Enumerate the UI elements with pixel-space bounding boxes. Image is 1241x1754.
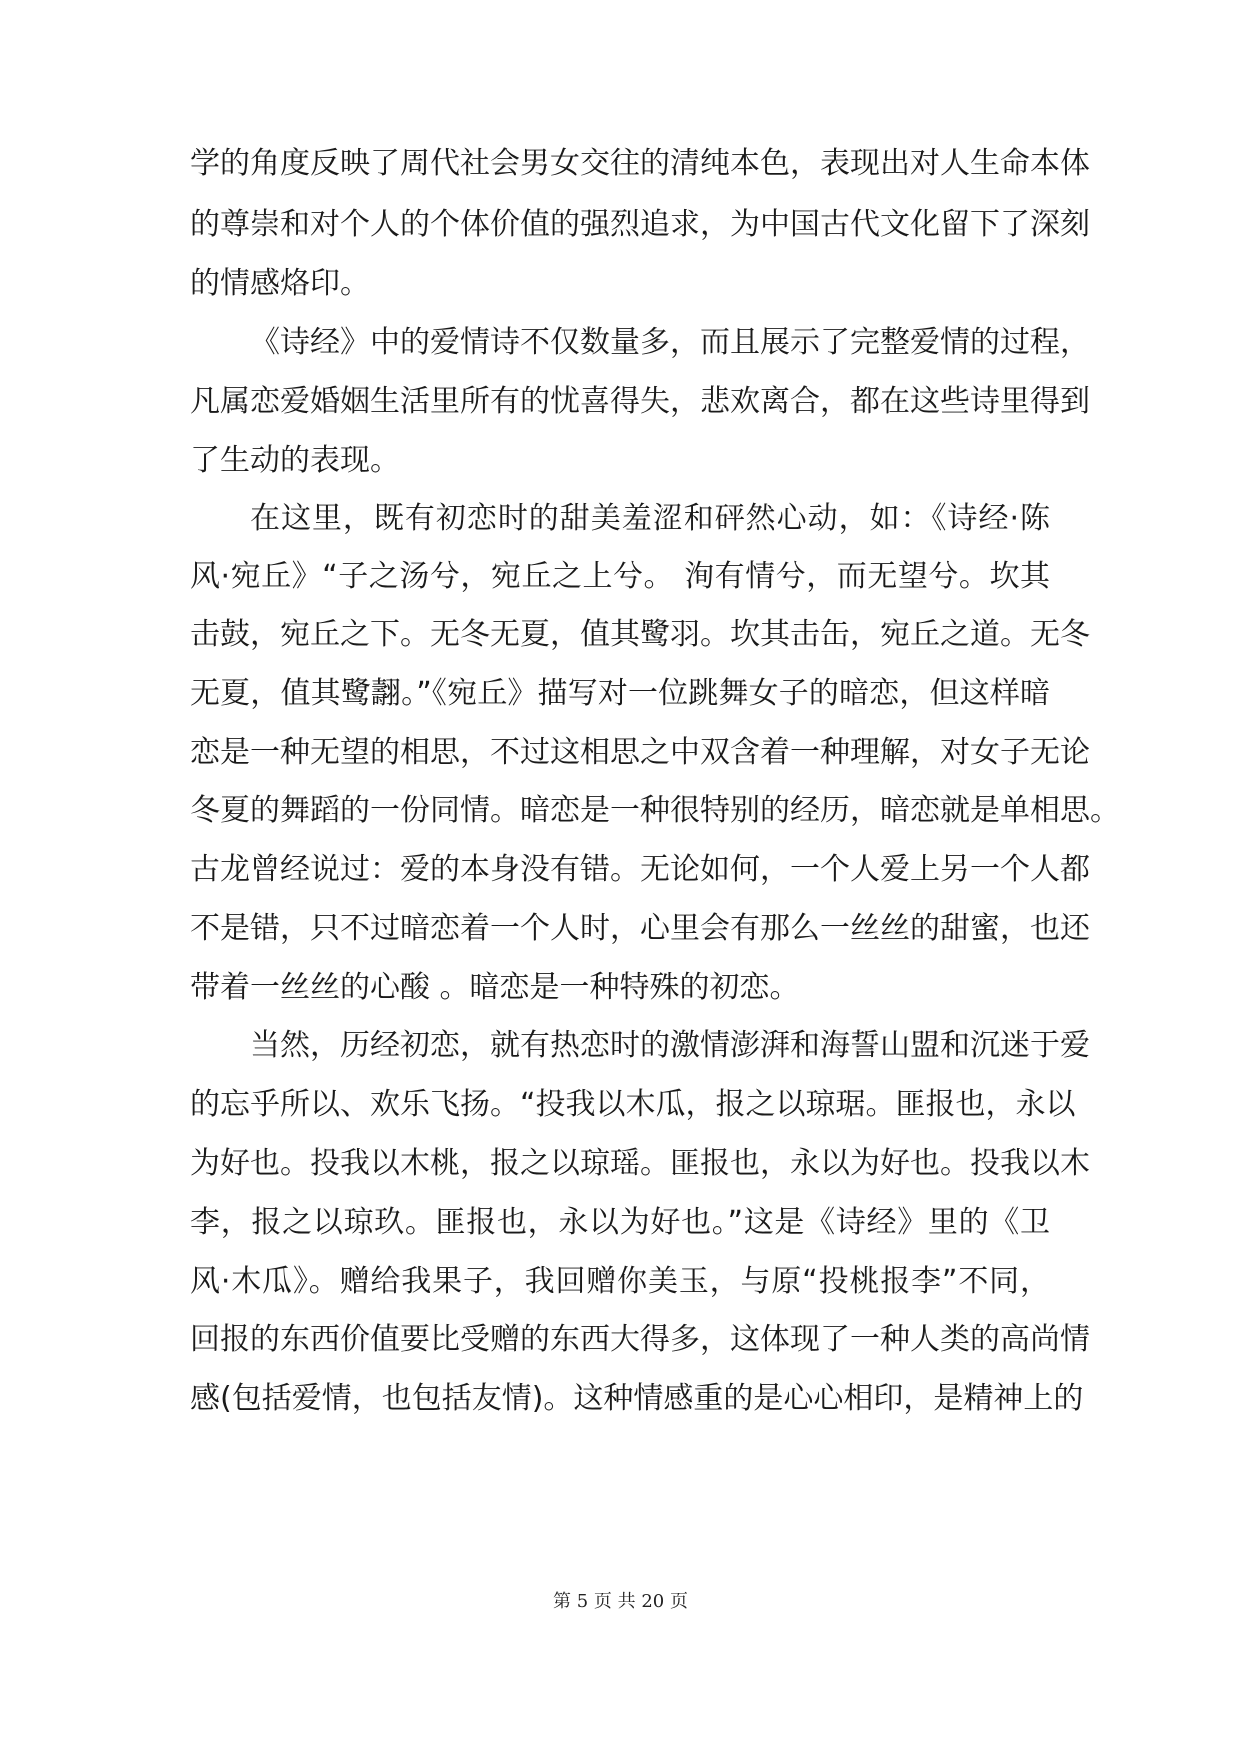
text-line: 了生动的表现。: [190, 443, 400, 478]
text-line: 风·木瓜》。赠给我果子，我回赠你美玉，与原“投桃报李”不同，: [190, 1264, 1050, 1299]
text-line: 回报的东西价值要比受赠的东西大得多，这体现了一种人类的高尚情: [190, 1322, 1090, 1357]
text-line: 当然，历经初恋，就有热恋时的激情澎湃和海誓山盟和沉迷于爱: [250, 1028, 1090, 1063]
text-line: 的情感烙印。: [190, 266, 370, 301]
text-line: 感(包括爱情，也包括友情)。这种情感重的是心心相印，是精神上的: [190, 1381, 1084, 1416]
text-line: 的忘乎所以、欢乐飞扬。“投我以木瓜，报之以琼琚。匪报也，永以: [190, 1087, 1076, 1122]
text-line: 为好也。投我以木桃，报之以琼瑶。匪报也，永以为好也。投我以木: [190, 1146, 1090, 1181]
text-line: 古龙曾经说过：爱的本身没有错。无论如何，一个人爱上另一个人都: [190, 852, 1090, 887]
text-line: 击鼓，宛丘之下。无冬无夏，值其鹭羽。坎其击缶，宛丘之道。无冬: [190, 617, 1090, 652]
text-line: 的尊崇和对个人的个体价值的强烈追求，为中国古代文化留下了深刻: [190, 207, 1090, 242]
text-line: 凡属恋爱婚姻生活里所有的忧喜得失，悲欢离合，都在这些诗里得到: [190, 384, 1090, 419]
text-line: 李，报之以琼玖。匪报也，永以为好也。”这是《诗经》里的《卫: [190, 1205, 1050, 1240]
text-line: 在这里，既有初恋时的甜美羞涩和砰然心动，如：《诗经·陈: [250, 501, 1050, 536]
text-line: 不是错，只不过暗恋着一个人时，心里会有那么一丝丝的甜蜜，也还: [190, 911, 1090, 946]
text-line: 冬夏的舞蹈的一份同情。暗恋是一种很特别的经历，暗恋就是单相思。: [190, 793, 1120, 828]
text-line: 带着一丝丝的心酸 。暗恋是一种特殊的初恋。: [190, 970, 800, 1005]
text-line: 恋是一种无望的相思，不过这相思之中双含着一种理解，对女子无论: [190, 735, 1090, 770]
text-line: 风·宛丘》“子之汤兮，宛丘之上兮。 洵有情兮，而无望兮。坎其: [190, 559, 1050, 594]
text-line: 《诗经》中的爱情诗不仅数量多，而且展示了完整爱情的过程，: [250, 325, 1090, 360]
page-number-footer: 第 5 页 共 20 页: [553, 1591, 688, 1612]
text-line: 学的角度反映了周代社会男女交往的清纯本色，表现出对人生命本体: [190, 146, 1090, 181]
text-line: 无夏，值其鹭翿。”《宛丘》描写对一位跳舞女子的暗恋，但这样暗: [190, 676, 1050, 711]
